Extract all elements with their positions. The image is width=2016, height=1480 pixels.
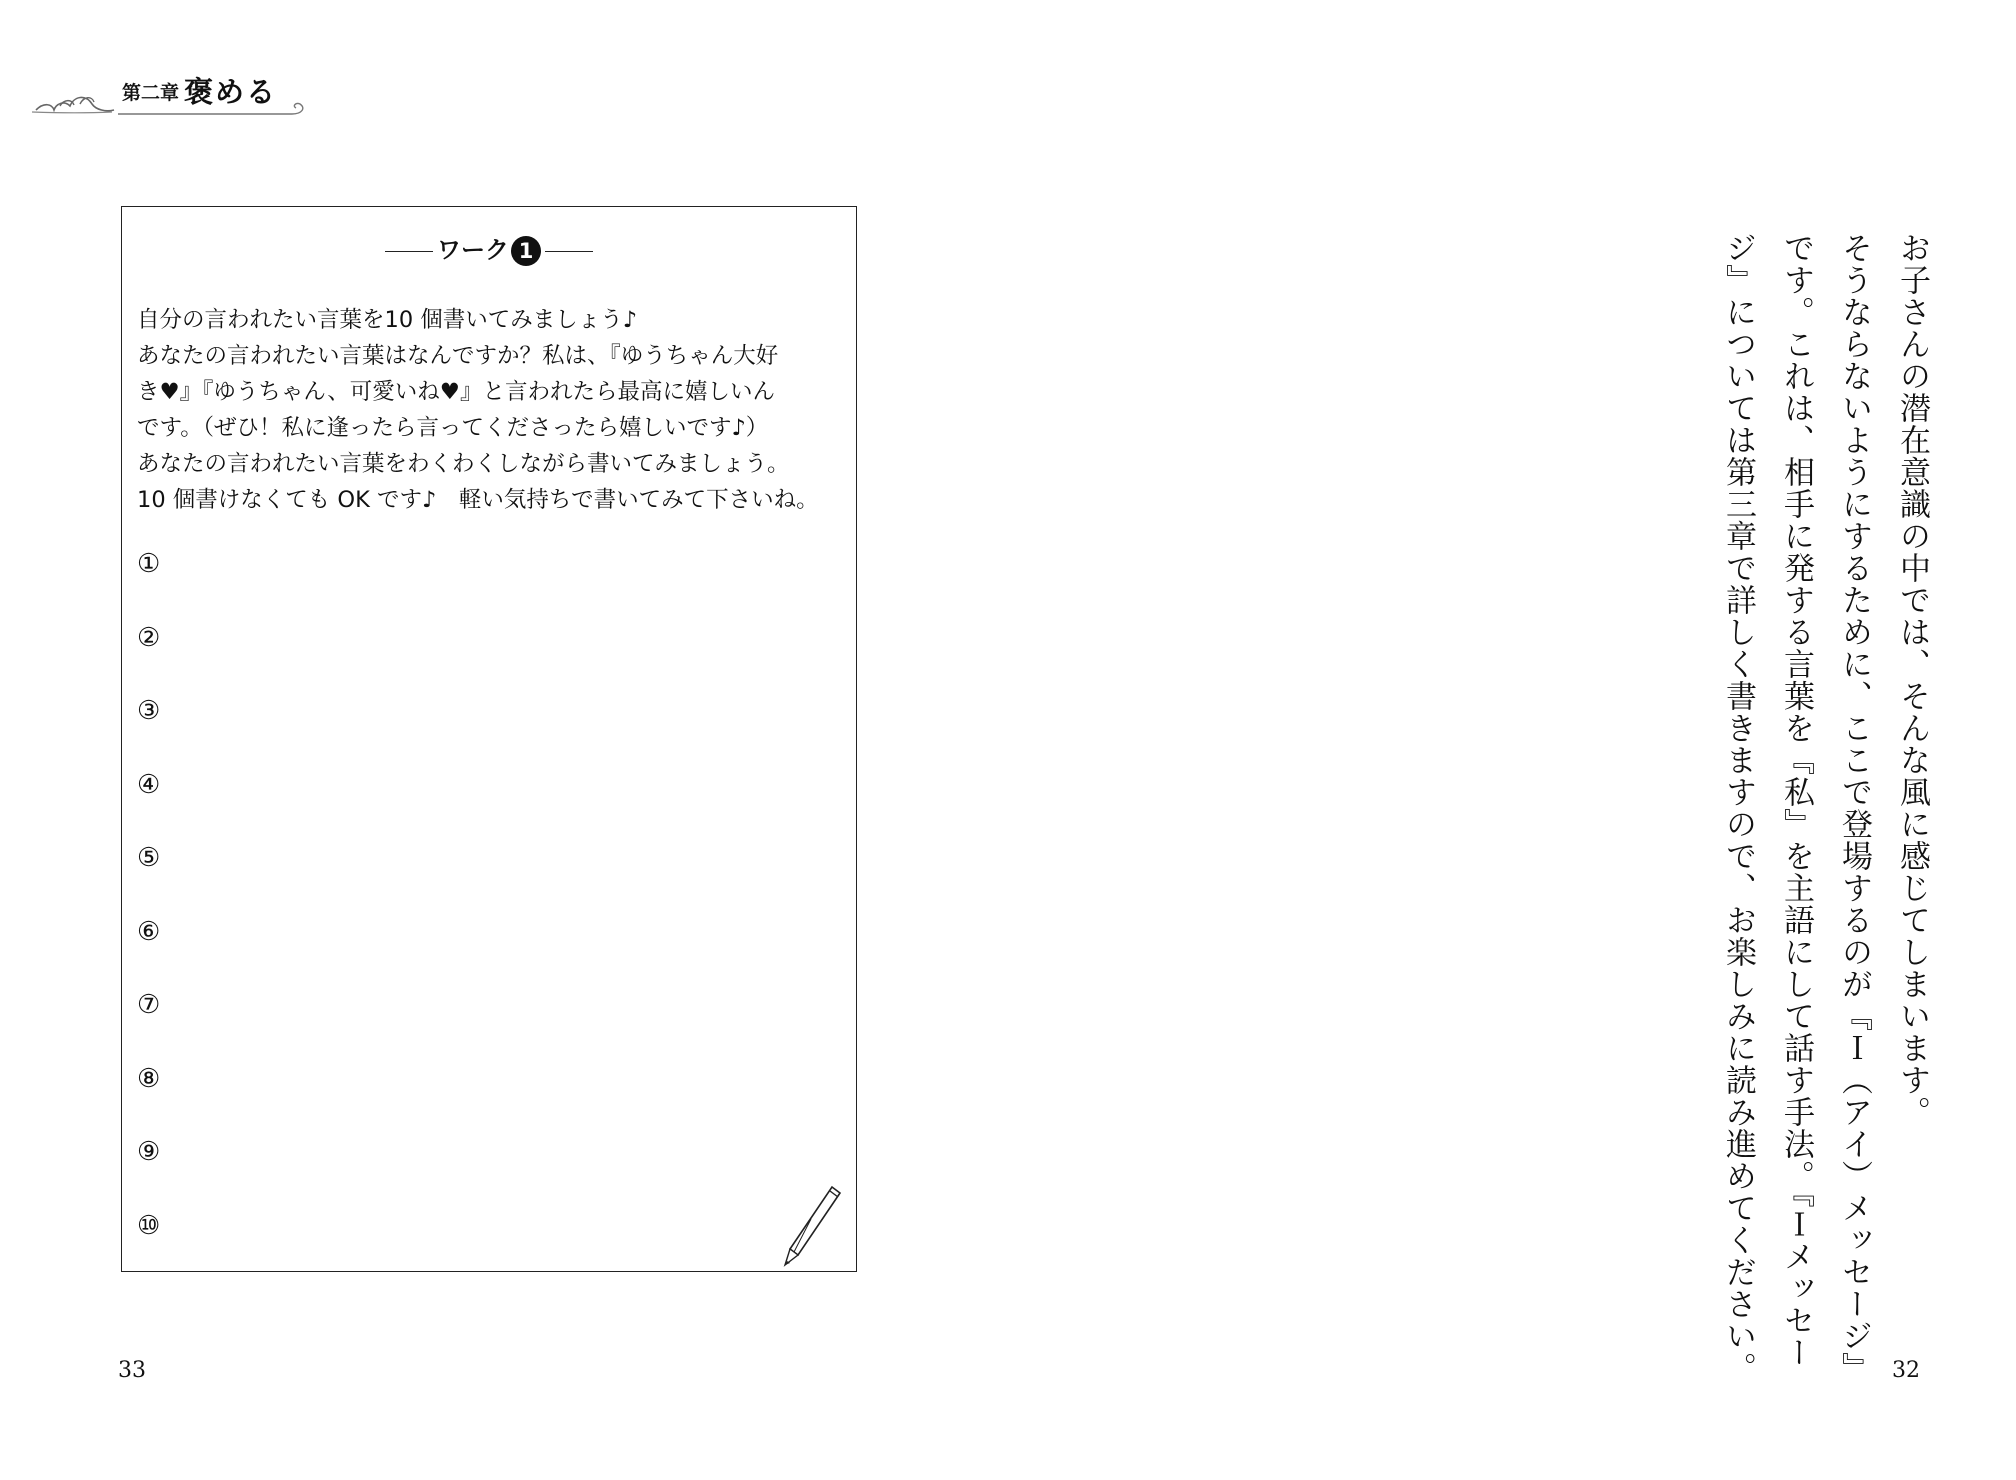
work-instructions	[137, 302, 852, 518]
instruction-line: あなたの言われたい言葉をわくわくしながら書いてみましょう。	[137, 451, 790, 477]
answer-marker: ⑦	[137, 990, 161, 1020]
work-title	[122, 233, 856, 267]
chapter-header	[30, 66, 310, 126]
chapter-title: 褒める	[184, 75, 278, 109]
body-line: ジ』については第三章で詳しく書きますので、お楽しみに読み進めてください。	[1720, 232, 1756, 1384]
title-dash-left	[385, 251, 433, 252]
body-line: です。これは、相手に発する言葉を『私』を主語にして話す手法。『Ｉメッセー	[1778, 232, 1814, 1369]
title-dash-right	[545, 251, 593, 252]
instruction-line: 10 個書けなくても OK です♪ 軽い気持ちで書いてみて下さいね。	[137, 487, 819, 513]
instruction-line: き♥』『ゆうちゃん、可愛いね♥』と言われたら最高に嬉しいん	[137, 379, 775, 405]
page-number-right: 32	[1892, 1358, 1920, 1383]
instruction-line: 自分の言われたい言葉を10 個書いてみましょう♪	[137, 307, 638, 333]
body-line: そうならないようにするために、ここで登場するのが『Ｉ（アイ）メッセージ』	[1836, 232, 1872, 1384]
instruction-line: です。（ぜひ！私に逢ったら言ってくださったら嬉しいです♪）	[137, 415, 769, 441]
body-line: お子さんの潜在意識の中では、そんな風に感じてしまいます。	[1894, 232, 1930, 1128]
work-number-badge: 1	[511, 236, 541, 266]
page-number-left: 33	[118, 1358, 146, 1383]
work-title-text: ワーク	[437, 236, 509, 264]
answer-marker: ⑤	[137, 843, 161, 873]
answer-marker: ③	[137, 696, 161, 726]
answer-marker: ①	[137, 549, 161, 579]
answer-marker: ②	[137, 622, 161, 653]
answer-marker: ⑥	[137, 916, 161, 947]
answer-marker: ⑧	[137, 1063, 161, 1094]
answer-marker: ④	[137, 769, 161, 800]
pencil-icon	[782, 1183, 842, 1267]
answer-marker: ⑩	[137, 1210, 161, 1241]
work-box	[121, 206, 857, 1272]
chapter-label: 第二章	[122, 82, 180, 104]
answer-list	[137, 547, 160, 1282]
answer-marker: ⑨	[137, 1137, 161, 1167]
instruction-line: あなたの言われたい言葉はなんですか？私は、『ゆうちゃん大好	[137, 343, 779, 369]
